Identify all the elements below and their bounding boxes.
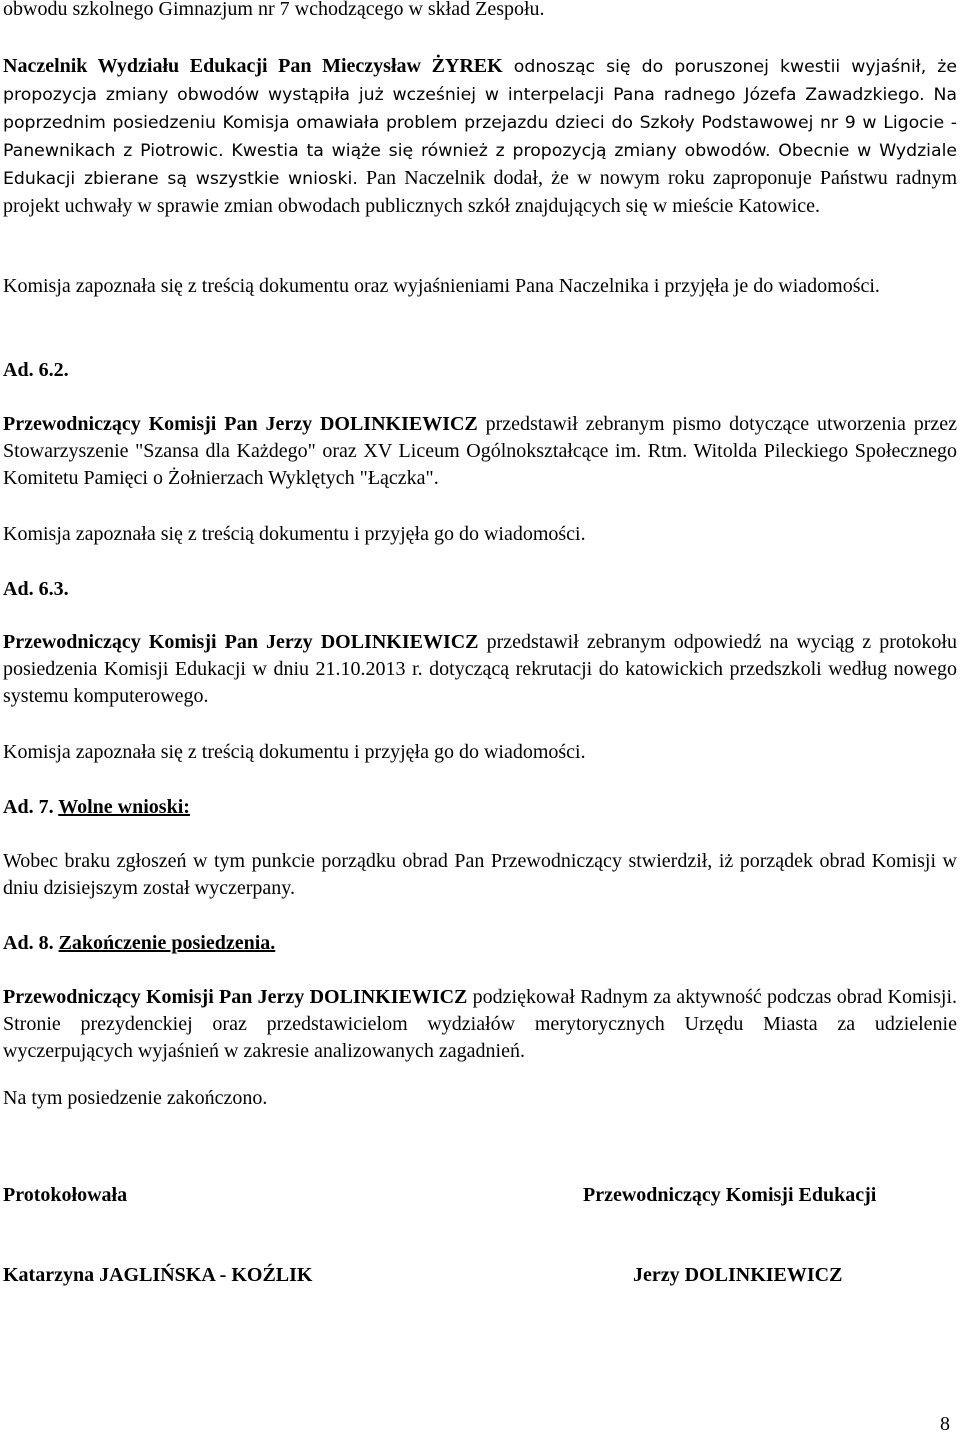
section-6-2-text: przedstawił zebranym pismo dotyczące utworzenia przez Stowarzyszenie "Szansa dla Każdego" oraz XV Liceum Ogólnokształcące im. Rtm. Witolda Pileckiego Społecznego Komitetu Pamięci o Żołnierzach Wyklętych "Łączka". xyxy=(3,413,957,489)
section-7-number: Ad. 7. xyxy=(3,796,54,818)
naczelnik-lead: Naczelnik Wydziału Edukacji Pan Mieczysław ŻYREK xyxy=(3,55,503,77)
intro-paragraph: obwodu szkolnego Gimnazjum nr 7 wchodzącego w skład Zespołu. xyxy=(3,0,545,20)
naczelnik-paragraph xyxy=(3,53,957,220)
signature-right-name: Jerzy DOLINKIEWICZ xyxy=(633,1264,843,1286)
section-8-paragraph xyxy=(3,984,957,1065)
section-heading-6-2: Ad. 6.2. xyxy=(3,359,69,381)
section-6-3-paragraph xyxy=(3,629,957,710)
section-6-3-lead: Przewodniczący Komisji Pan Jerzy DOLINKIEWICZ xyxy=(3,631,479,653)
section-6-3-text: przedstawił zebranym odpowiedź na wyciąg z protokołu posiedzenia Komisji Edukacji w dniu 21.10.2013 r. dotyczącą rekrutacji do katowickich przedszkoli według nowego systemu komputerowego. xyxy=(3,631,957,707)
page-number: 8 xyxy=(940,1413,950,1435)
section-8-title: Zakończenie posiedzenia. xyxy=(58,932,276,954)
section-8-number: Ad. 8. xyxy=(3,932,54,954)
commission-note-3: Komisja zapoznała się z treścią dokumentu i przyjęła go do wiadomości. xyxy=(3,741,586,763)
section-8-lead: Przewodniczący Komisji Pan Jerzy DOLINKIEWICZ xyxy=(3,986,468,1008)
section-heading-6-3: Ad. 6.3. xyxy=(3,578,69,600)
commission-note-1: Komisja zapoznała się z treścią dokumentu oraz wyjaśnieniami Pana Naczelnika i przyjęła je do wiadomości. xyxy=(3,275,880,297)
naczelnik-text-2: Pan Naczelnik dodał, że w nowym roku zaproponuje Państwu radnym projekt uchwały w sprawie zmian obwodach publicznych szkół znajdujących się w mieście Katowice. xyxy=(3,167,957,217)
signature-left-role: Protokołowała xyxy=(3,1184,128,1206)
commission-note-2: Komisja zapoznała się z treścią dokumentu i przyjęła go do wiadomości. xyxy=(3,523,586,545)
signature-left-name: Katarzyna JAGLIŃSKA - KOŹLIK xyxy=(3,1264,313,1286)
section-6-2-lead: Przewodniczący Komisji Pan Jerzy DOLINKIEWICZ xyxy=(3,413,478,435)
naczelnik-text: odnosząc się do poruszonej kwestii wyjaśnił, że propozycja zmiany obwodów wystąpiła już wcześniej w interpelacji Pana radnego Józefa Zawadzkiego. Na poprzednim posiedzeniu Komisja omawiała problem przejazdu dzieci do Szkoły Podstawowej nr 9 w Ligocie - Panewnikach z Piotrowic. Kwestia ta wiąże się również z propozycją zmiany obwodów. Obecnie w Wydziale Edukacji zbierane są wszystkie wnioski. xyxy=(3,57,957,189)
section-7-paragraph: Wobec braku zgłoszeń w tym punkcie porządku obrad Pan Przewodniczący stwierdził, iż porządek obrad Komisji w dniu dzisiejszym został wyczerpany. xyxy=(3,850,957,899)
signature-right-role: Przewodniczący Komisji Edukacji xyxy=(583,1184,877,1206)
section-heading-8 xyxy=(3,930,275,957)
closing-sentence: Na tym posiedzenie zakończono. xyxy=(3,1087,268,1109)
section-6-2-paragraph xyxy=(3,411,957,492)
section-8-text: podziękował Radnym za aktywność podczas obrad Komisji. Stronie prezydenckiej oraz przedstawicielom wydziałów merytorycznych Urzędu Miasta za udzielenie wyczerpujących wyjaśnień w zakresie analizowanych zagadnień. xyxy=(3,986,958,1062)
section-heading-7 xyxy=(3,794,190,821)
section-7-title: Wolne wnioski: xyxy=(58,796,190,818)
